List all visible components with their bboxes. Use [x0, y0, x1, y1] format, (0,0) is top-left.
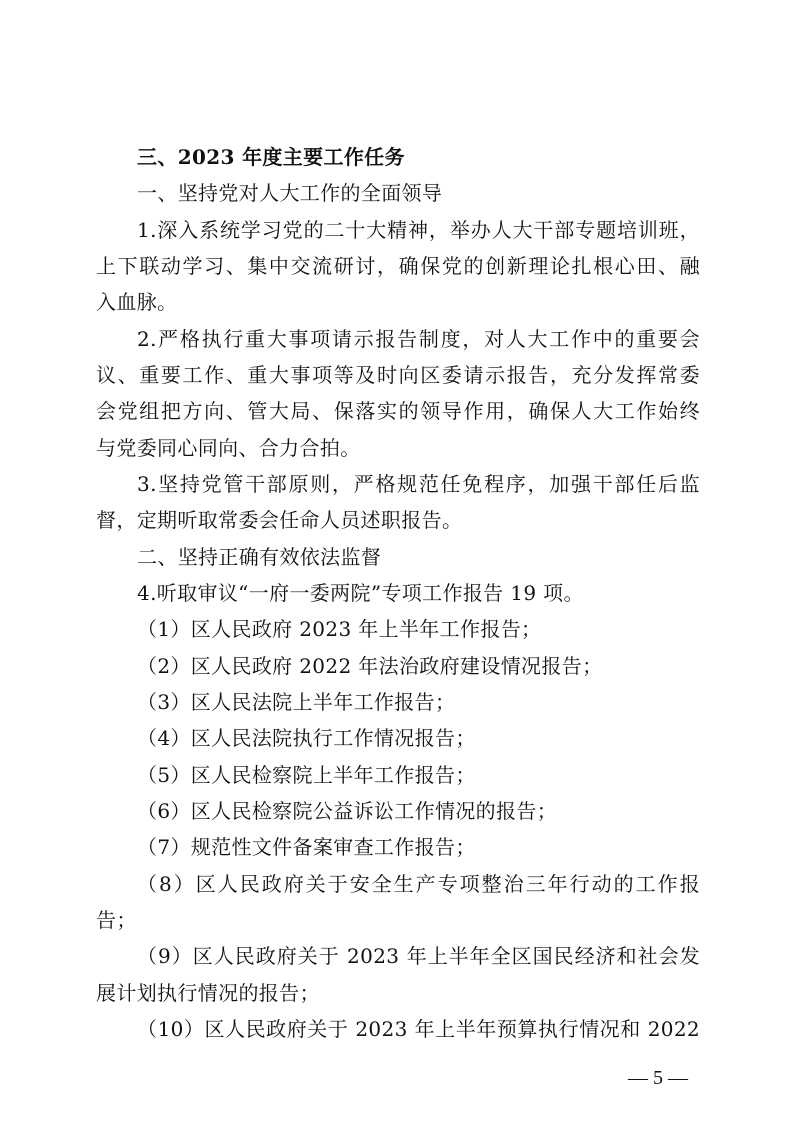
subitem-1: （1）区人民政府 2023 年上半年工作报告； [137, 617, 542, 641]
section-1-title: 一、坚持党对人大工作的全面领导 [137, 181, 443, 205]
subitem-9-line-2: 展计划执行情况的报告； [96, 981, 320, 1005]
subitem-2: （2）区人民政府 2022 年法治政府建设情况报告； [137, 654, 603, 678]
item-3-line-1: 3.坚持党管干部原则，严格规范任免程序，加强干部任后监 [137, 472, 700, 496]
item-2-line-2: 议、重要工作、重大事项等及时向区委请示报告，充分发挥常委 [96, 363, 700, 387]
item-2-line-4: 与党委同心同向、合力合拍。 [96, 436, 361, 460]
item-2-line-1: 2.严格执行重大事项请示报告制度，对人大工作中的重要会 [137, 327, 700, 351]
item-1-line-3: 入血脉。 [96, 290, 178, 314]
subitem-3: （3）区人民法院上半年工作报告； [137, 690, 456, 714]
subitem-9-line-1: （9）区人民政府关于 2023 年上半年全区国民经济和社会发 [137, 944, 700, 968]
subitem-10-line-1: （10）区人民政府关于 2023 年上半年预算执行情况和 2022 [137, 1017, 700, 1041]
item-1-line-1: 1.深入系统学习党的二十大精神，举办人大干部专题培训班， [137, 218, 700, 242]
page-number: — 5 — [628, 1067, 688, 1089]
subitem-8-line-1: （8）区人民政府关于安全生产专项整治三年行动的工作报 [137, 872, 700, 896]
item-3-line-2: 督，定期听取常委会任命人员述职报告。 [96, 508, 463, 532]
section-heading: 三、2023 年度主要工作任务 [137, 145, 405, 169]
subitem-8-line-2: 告； [96, 908, 137, 932]
item-4-line-1: 4.听取审议“一府一委两院”专项工作报告 19 项。 [137, 581, 584, 605]
item-1-line-2: 上下联动学习、集中交流研讨，确保党的创新理论扎根心田、融 [96, 254, 700, 278]
subitem-6: （6）区人民检察院公益诉讼工作情况的报告； [137, 799, 558, 823]
subitem-7: （7）规范性文件备案审查工作报告； [137, 835, 476, 859]
item-2-line-3: 会党组把方向、管大局、保落实的领导作用，确保人大工作始终 [96, 399, 700, 423]
section-2-title: 二、坚持正确有效依法监督 [137, 545, 382, 569]
subitem-4: （4）区人民法院执行工作情况报告； [137, 726, 476, 750]
subitem-5: （5）区人民检察院上半年工作报告； [137, 763, 476, 787]
